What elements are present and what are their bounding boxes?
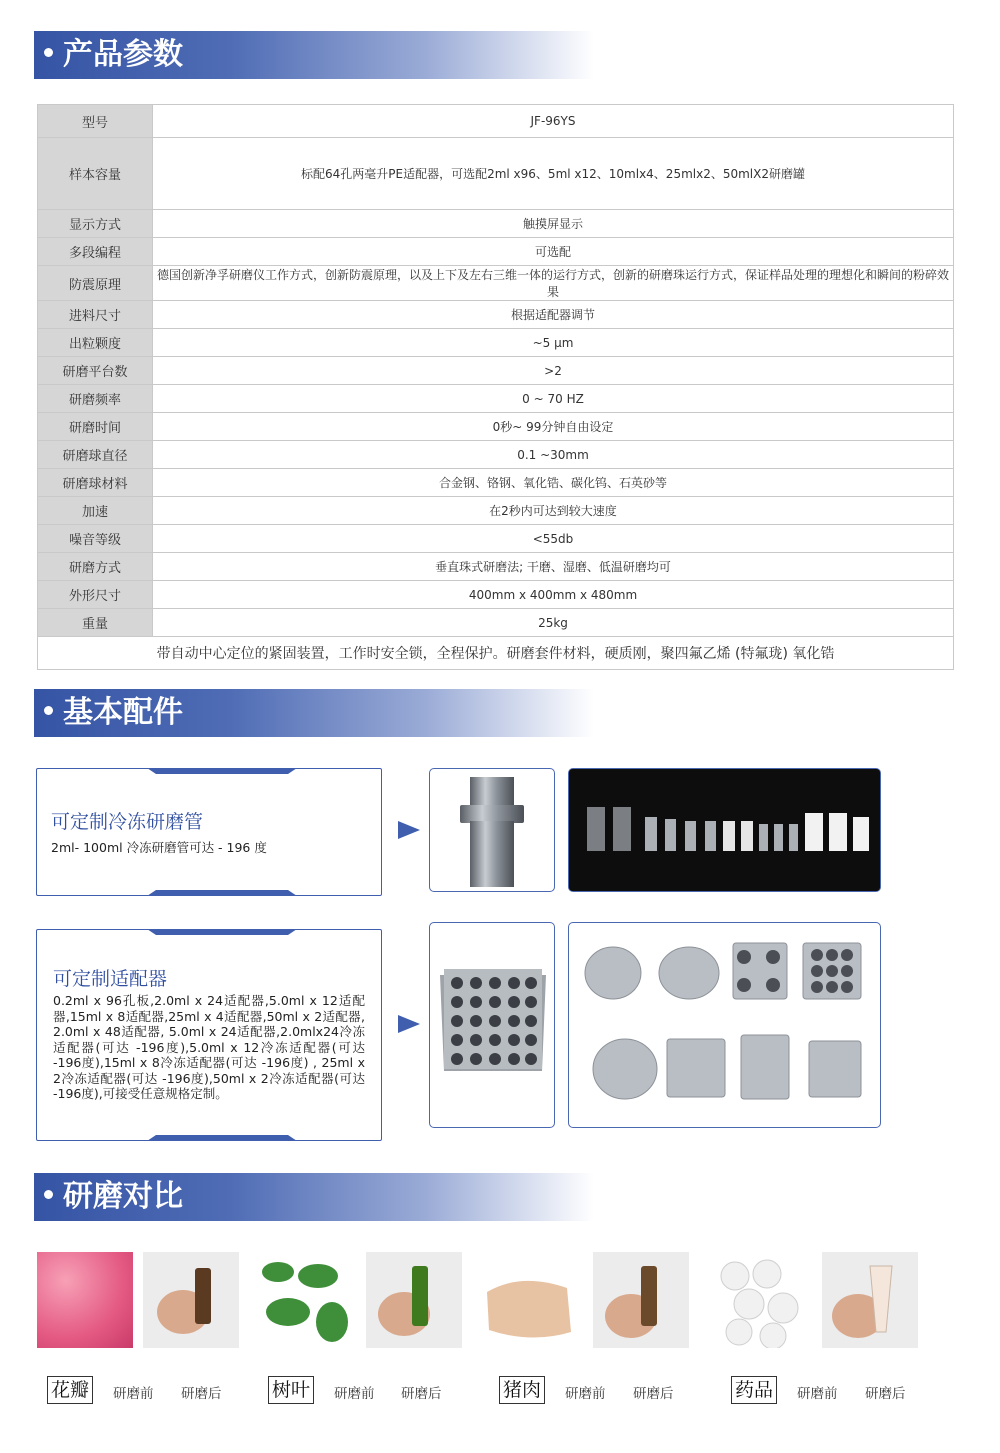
spec-key: 研磨方式 [38,553,153,581]
spec-key: 多段编程 [38,238,153,266]
accessory-desc: 0.2ml x 96孔板,2.0ml x 24适配器,5.0ml x 12适配器,15ml x 8适配器,25ml x 4适配器,50ml x 2适配器, 2.0ml x 48适配器, 5.0ml x 24适配器,2.0mlx24冷冻适配器(可达 -196度),5.0ml x 12冷冻适配器(可达 -196度),15ml x 8冷冻适配器(可达 -196度) , 25ml x 2冷冻适配器(可达 -196度),50ml x 2冷冻适配器(可达 -196度),可接受任意规格定制。 [53,993,365,1101]
comparison-sample-name: 花瓣 [47,1376,93,1404]
spec-value: 德国创新净孚研磨仪工作方式，创新防震原理，以及上下及左右三维一体的运行方式，创新的研磨珠运行方式，保证样品处理的理想化和瞬间的粉碎效果 [153,266,954,301]
petal-after-image [143,1252,239,1348]
spec-key: 研磨平台数 [38,357,153,385]
medicine-after-image [822,1252,918,1348]
spec-row [38,266,954,301]
spec-row [38,301,954,329]
accessory-title: 可定制适配器 [53,968,168,990]
spec-footer-row [38,637,954,670]
section-banner-params [34,31,594,79]
spec-value: 垂直珠式研磨法; 干磨、湿磨、低温研磨均可 [153,553,954,581]
spec-key: 样本容量 [38,138,153,210]
spec-row [38,497,954,525]
leaf-after-image [366,1252,462,1348]
pork-after-image [593,1252,689,1348]
arrow-right-icon [398,821,420,839]
spec-row [38,238,954,266]
spec-value: 0秒~ 99分钟自由设定 [153,413,954,441]
spec-value: ~5 µm [153,329,954,357]
spec-footer: 带自动中心定位的紧固装置，工作时安全锁，全程保护。研磨套件材料，硬质刚，聚四氟乙烯 (特氟珑) 氧化锆 [38,637,954,670]
spec-row [38,210,954,238]
photo-grinding-tube [429,768,555,892]
section-title: 基本配件 [63,695,183,730]
spec-row [38,138,954,210]
spec-key: 显示方式 [38,210,153,238]
accessory-card-adapter [36,929,382,1141]
photo-tube-range [568,768,881,892]
accessory-title: 可定制冷冻研磨管 [51,811,204,833]
comparison-after-label: 研磨后 [865,1386,906,1402]
spec-row [38,329,954,357]
grinding-tube-image [430,769,555,892]
comparison-sample-name: 猪肉 [499,1376,545,1404]
spec-row [38,357,954,385]
comparison-sample-name: 药品 [731,1376,777,1404]
pork-before-image [481,1252,577,1348]
spec-key: 研磨时间 [38,413,153,441]
spec-key: 噪音等级 [38,525,153,553]
spec-key: 型号 [38,105,153,138]
spec-row [38,609,954,637]
comparison-before-label: 研磨前 [797,1386,838,1402]
spec-value: 0 ~ 70 HZ [153,385,954,413]
arrow-right-icon [398,1015,420,1033]
spec-key: 研磨球直径 [38,441,153,469]
spec-row [38,385,954,413]
spec-value: 0.1 ~30mm [153,441,954,469]
spec-key: 加速 [38,497,153,525]
spec-row [38,553,954,581]
spec-value: JF-96YS [153,105,954,138]
spec-row [38,441,954,469]
spec-value: 合金钢、铬钢、氧化锆、碳化钨、石英砂等 [153,469,954,497]
bullet-dot [44,48,53,57]
spec-value: 标配64孔两毫升PE适配器，可选配2ml x96、5ml x12、10mlx4、25mlx2、50mlX2研磨罐 [153,138,954,210]
comparison-before-label: 研磨前 [565,1386,606,1402]
adapter-block-image [430,923,555,1128]
spec-row [38,469,954,497]
comparison-after-label: 研磨后 [633,1386,674,1402]
accessory-card-grinding-tube [36,768,382,896]
spec-value: 400mm x 400mm x 480mm [153,581,954,609]
bullet-dot [44,706,53,715]
photo-adapter-block [429,922,555,1128]
accessory-desc: 2ml- 100ml 冷冻研磨管可达 - 196 度 [51,840,267,855]
spec-key: 进料尺寸 [38,301,153,329]
spec-row [38,525,954,553]
section-banner-comparison [34,1173,594,1221]
tube-range-image [569,769,881,892]
spec-key: 研磨频率 [38,385,153,413]
spec-key: 重量 [38,609,153,637]
comparison-after-label: 研磨后 [181,1386,222,1402]
adapter-range-image [569,923,881,1128]
section-title: 研磨对比 [63,1179,183,1214]
section-title: 产品参数 [63,37,183,72]
section-banner-accessories [34,689,594,737]
comparison-before-label: 研磨前 [113,1386,154,1402]
spec-row [38,581,954,609]
photo-adapter-range [568,922,881,1128]
bullet-dot [44,1190,53,1199]
spec-value: >2 [153,357,954,385]
leaf-before-image [258,1252,354,1348]
spec-value: 触摸屏显示 [153,210,954,238]
spec-key: 研磨球材料 [38,469,153,497]
spec-value: 可选配 [153,238,954,266]
spec-table [37,104,954,670]
spec-value: 25kg [153,609,954,637]
comparison-before-label: 研磨前 [334,1386,375,1402]
spec-key: 出粒颗度 [38,329,153,357]
comparison-after-label: 研磨后 [401,1386,442,1402]
comparison-sample-name: 树叶 [268,1376,314,1404]
spec-row [38,105,954,138]
spec-key: 防震原理 [38,266,153,301]
spec-value: 根据适配器调节 [153,301,954,329]
medicine-before-image [713,1252,809,1348]
spec-value: 在2秒内可达到较大速度 [153,497,954,525]
spec-value: <55db [153,525,954,553]
spec-key: 外形尺寸 [38,581,153,609]
spec-row [38,413,954,441]
petal-before-image [37,1252,133,1348]
